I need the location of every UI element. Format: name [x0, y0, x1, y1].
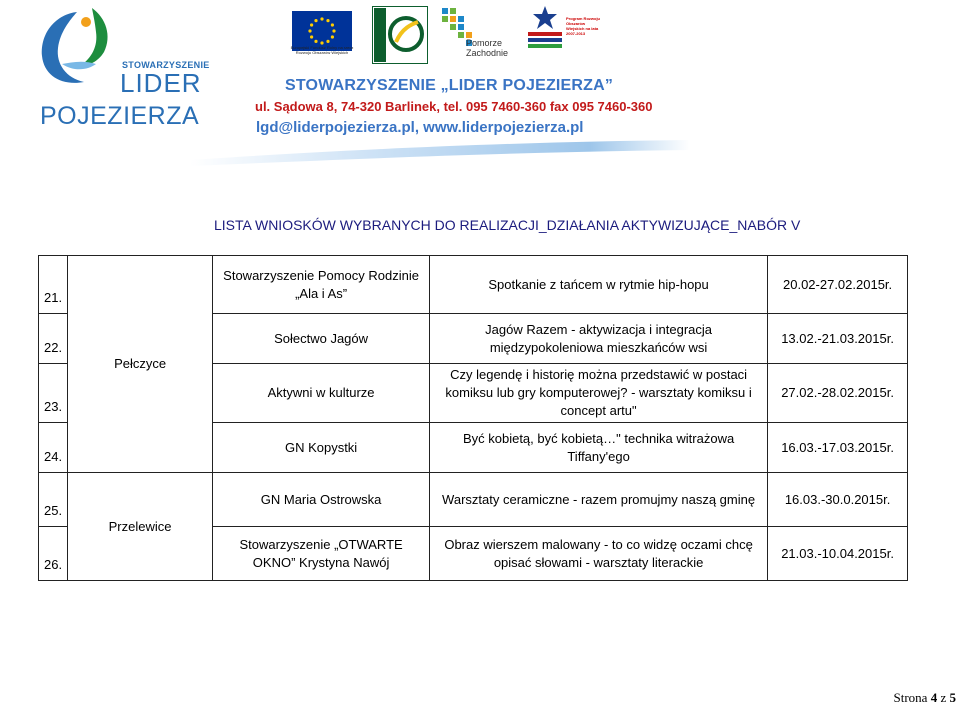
org-address: ul. Sądowa 8, 74-320 Barlinek, tel. 095 7460-360 fax 095 7460-360: [255, 99, 653, 114]
pomorze-text: Pomorze: [466, 38, 503, 48]
applications-table: [38, 255, 908, 581]
applicant-cell: GN Maria Ostrowska: [213, 473, 430, 527]
row-number: 22.: [39, 314, 68, 364]
applicant-cell: Stowarzyszenie „OTWARTE OKNO” Krystyna Nawój: [213, 527, 430, 581]
footer-prefix: Strona: [893, 690, 928, 705]
footer-total: 5: [949, 690, 956, 705]
org-contact[interactable]: lgd@liderpojezierza.pl, www.liderpojezierza.pl: [256, 119, 584, 136]
row-number: 21.: [39, 256, 68, 314]
project-cell: Jagów Razem - aktywizacja i integracja międzypokoleniowa mieszkańców wsi: [430, 314, 768, 364]
row-number: 26.: [39, 527, 68, 581]
eu-caption: Europejski Fundusz Rolny na rzecz Rozwoju Obszarów Wiejskich: [290, 45, 354, 55]
logo-word-lider: LIDER: [120, 68, 202, 98]
leader-icon: [372, 6, 428, 64]
row-number: 24.: [39, 423, 68, 473]
dates-cell: 13.02.-21.03.2015r.: [768, 314, 908, 364]
dates-cell: 27.02.-28.02.2015r.: [768, 364, 908, 423]
header-swoosh-icon: [190, 136, 690, 166]
footer-sep: z: [940, 690, 947, 705]
applicant-cell: GN Kopystki: [213, 423, 430, 473]
region-cell: Przelewice: [68, 473, 213, 581]
row-number: 23.: [39, 364, 68, 423]
region-cell: Pełczyce: [68, 256, 213, 473]
table-row: [39, 473, 908, 527]
applicant-cell: Stowarzyszenie Pomocy Rodzinie „Ala i As”: [213, 256, 430, 314]
zachodnie-text: Zachodnie: [466, 48, 509, 58]
logo-word-pojezierza: POJEZIERZA: [40, 102, 200, 130]
applicant-cell: Sołectwo Jagów: [213, 314, 430, 364]
pomorze-zachodnie-logo: [438, 4, 516, 62]
lider-pojezierza-logo: [22, 4, 212, 142]
project-cell: Obraz wierszem malowany - to co widzę oczami chcę opisać słowami - warsztaty literackie: [430, 527, 768, 581]
applicant-cell: Aktywni w kulturze: [213, 364, 430, 423]
page-footer: [894, 690, 956, 706]
prow-text: Program Rozwoju Obszarów Wiejskich na lata 2007-2013: [566, 16, 601, 36]
footer-page: 4: [930, 690, 938, 705]
project-cell: Warsztaty ceramiczne - razem promujmy naszą gminę: [430, 473, 768, 527]
prow-logo: [524, 4, 606, 54]
page-title: LISTA WNIOSKÓW WYBRANYCH DO REALIZACJI_DZIAŁANIA AKTYWIZUJĄCE_NABÓR V: [214, 217, 801, 233]
prow-icon: [524, 4, 566, 50]
row-number: 25.: [39, 473, 68, 527]
project-cell: Spotkanie z tańcem w rytmie hip-hopu: [430, 256, 768, 314]
org-name: STOWARZYSZENIE „LIDER POJEZIERZA”: [285, 77, 614, 94]
logo-swirl-icon: [22, 4, 132, 104]
project-cell: Czy legendę i historię można przedstawić w postaci komiksu lub gry komputerowej? - warsztaty komiksu i concept artu": [430, 364, 768, 423]
dates-cell: 21.03.-10.04.2015r.: [768, 527, 908, 581]
logo-tagline: STOWARZYSZENIE: [122, 60, 210, 70]
table-row: [39, 256, 908, 314]
project-cell: Być kobietą, być kobietą…" technika witrażowa Tiffany'ego: [430, 423, 768, 473]
dates-cell: 16.03.-17.03.2015r.: [768, 423, 908, 473]
dates-cell: 20.02-27.02.2015r.: [768, 256, 908, 314]
dates-cell: 16.03.-30.0.2015r.: [768, 473, 908, 527]
